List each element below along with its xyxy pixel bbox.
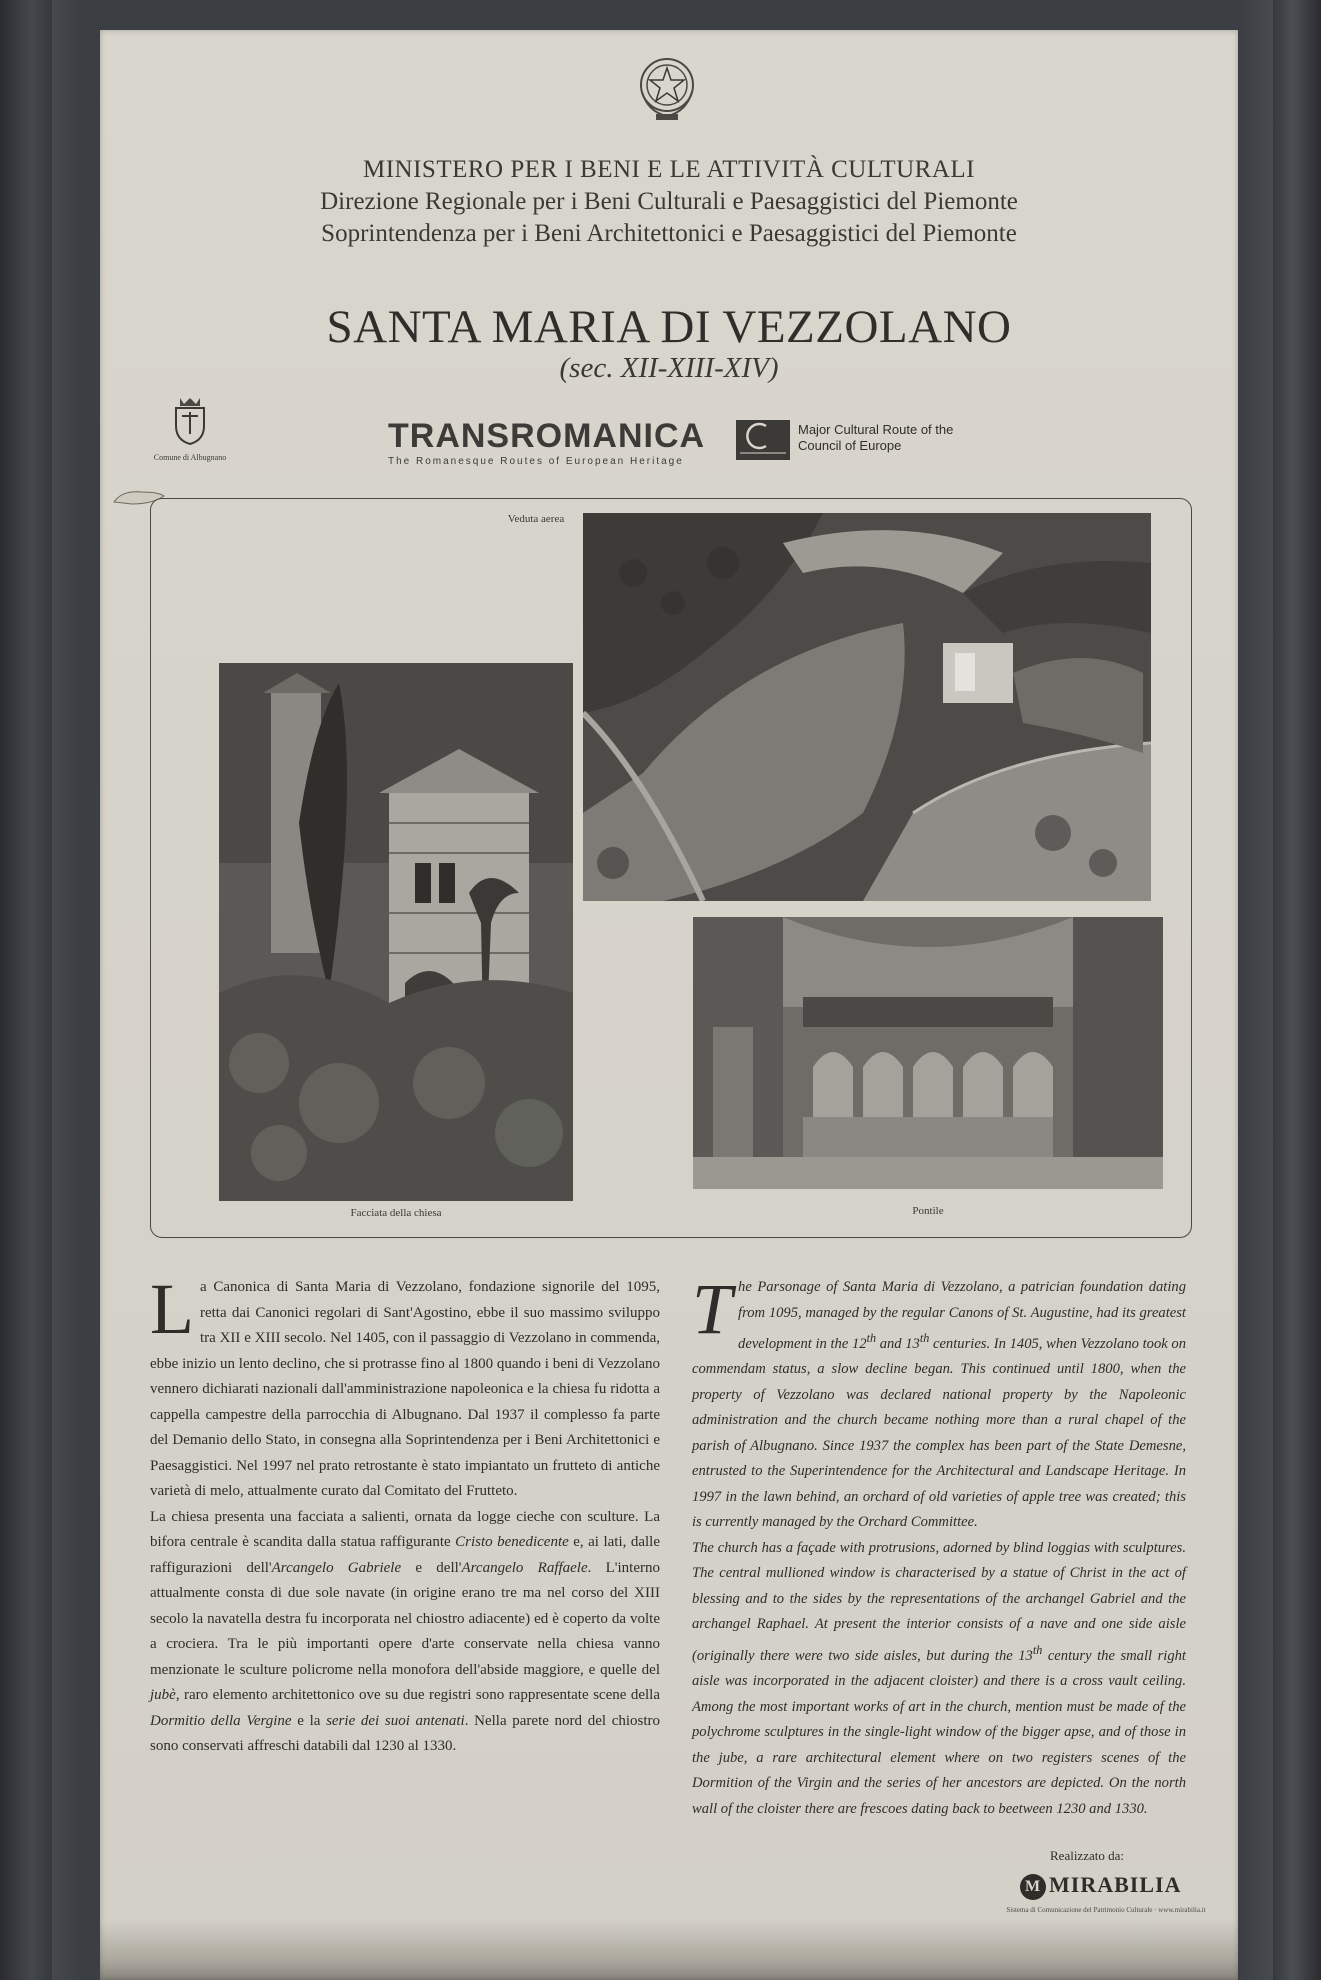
pontile-caption: Pontile bbox=[912, 1205, 944, 1217]
ordinal-suffix: th bbox=[1032, 1642, 1043, 1657]
municipal-crest-icon bbox=[170, 394, 210, 446]
comune-logo bbox=[148, 394, 232, 462]
council-of-europe-flag-icon bbox=[736, 420, 790, 460]
italian-dropcap: L bbox=[150, 1269, 194, 1349]
italian-em: jubè bbox=[150, 1687, 176, 1703]
sign-panel bbox=[100, 30, 1238, 1980]
frame-post-right bbox=[1273, 0, 1321, 1980]
mirabilia-subtitle: Sistema di Comunicazione del Patrimonio Culturale · www.mirabilia.it bbox=[1006, 1906, 1206, 1914]
council-of-europe-text: Major Cultural Route of the Council of Europe bbox=[798, 422, 954, 453]
italian-text: , raro elemento architettonico ove su due registri sono rappresentate scene della bbox=[175, 1687, 660, 1703]
ordinal-suffix: th bbox=[919, 1331, 930, 1345]
facade-photo bbox=[219, 663, 573, 1201]
ordinal-suffix: th bbox=[866, 1331, 877, 1345]
aerial-photo bbox=[583, 513, 1151, 901]
italian-em: Dormitio della Vergine bbox=[150, 1712, 292, 1729]
italian-paragraph-1: a Canonica di Santa Maria di Vezzolano, fondazione signorile del 1095, retta dai Canonici regolari di Sant'Agostino, ebbe il suo massimo sviluppo tra XII e XIII secolo. Nel 1405, con il passaggio di Vezzolano in commenda, ebbe inizio un lento declino, che si protrasse fino al 1800 quando i beni di Vezzolano vennero dichiarati nazionali dall'amministrazione napoleonica e la chiesa fu ridotta a cappella campestre della parrocchia di Albugnano. Dal 1937 il complesso fa parte del Demanio dello Stato, in consegna alla Soprintendenza per i Beni Architettonici e Paesaggistici. Nel 1997 nel prato retrostante è stato impiantato un frutteto di antiche varietà di melo, attualmente curato dal Comitato del Frutteto. bbox=[150, 1279, 660, 1499]
ministry-heading bbox=[100, 154, 1238, 250]
italian-text: e dell' bbox=[401, 1559, 462, 1576]
ministry-line-3: Soprintendenza per i Beni Architettonici e Paesaggistici del Piemonte bbox=[321, 220, 1017, 247]
aerial-caption: Veduta aerea bbox=[507, 513, 565, 525]
english-paragraph-1: he Parsonage of Santa Maria di Vezzolano, a patrician foundation dating from 1095, managed by the regular Canons of St. Augustine, had its greatest development in the 12 bbox=[738, 1279, 1186, 1352]
italian-em: serie dei suoi antenati bbox=[326, 1712, 465, 1729]
ministry-line-2: Direzione Regionale per i Beni Culturali e Paesaggistici del Piemonte bbox=[320, 188, 1018, 215]
italian-em: Arcangelo Gabriele bbox=[271, 1559, 402, 1576]
page-subtitle: (sec. XII-XIII-XIV) bbox=[559, 352, 779, 384]
comune-label: Comune di Albugnano bbox=[153, 453, 227, 462]
italian-paragraph-2: La chiesa presenta una facciata a salienti, ornata da logge cieche con sculture. La bifora centrale è scandita dalla statua raffigurante bbox=[150, 1508, 660, 1550]
transromanica-tagline: The Romanesque Routes of European Heritage bbox=[388, 456, 684, 467]
italian-text: . Nella parete nord del chiostro sono conservati affreschi databili dal 1230 al 1330. bbox=[150, 1712, 661, 1754]
page-title: SANTA MARIA DI VEZZOLANO bbox=[326, 301, 1012, 353]
italian-em: Cristo benedicente bbox=[455, 1534, 569, 1550]
english-paragraph-2: The church has a façade with protrusions, adorned by blind loggias with sculptures. The central mullioned window is characterised by a statue of Christ in the act of blessing and to the sides by the representations of the archangel Gabriel and the archangel Raphael. At present the interior consists of a nave and one side aisle (originally there were two side aisles, but during the 13 bbox=[692, 1539, 1186, 1664]
transromanica-name: TRANSROMANICA bbox=[388, 417, 706, 455]
italian-em: Arcangelo Raffaele bbox=[461, 1559, 588, 1576]
transromanica-logo bbox=[388, 418, 708, 467]
mirabilia-initial-icon: M bbox=[1020, 1874, 1046, 1900]
council-of-europe-logo bbox=[736, 420, 954, 460]
pontile-photo bbox=[693, 917, 1163, 1189]
mirabilia-logo bbox=[1020, 1872, 1181, 1900]
italian-text: . L'interno attualmente consta di due sole navate (in origine erano tre ma nel corso del XIII secolo la navatella destra fu incorporata nel chiostro adiacente) ed è coperto da volte a crociera. Tra le più importanti opere d'arte conservate nella chiesa vanno menzionate le sculture policrome nella monofora dell'abside maggiore, e quelle del bbox=[150, 1559, 660, 1678]
italian-text: e, ai lati, dalle raffigurazioni dell' bbox=[150, 1534, 660, 1576]
italian-republic-emblem-icon bbox=[634, 52, 700, 124]
credits-label: Realizzato da: bbox=[1050, 1848, 1124, 1863]
english-text: and 13 bbox=[876, 1335, 920, 1352]
english-description bbox=[692, 1269, 1186, 1822]
mirabilia-name: MIRABILIA bbox=[1049, 1872, 1182, 1897]
panel-weathering bbox=[100, 1920, 1238, 1980]
facade-caption: Facciata della chiesa bbox=[350, 1207, 442, 1219]
english-dropcap: T bbox=[692, 1269, 733, 1349]
photo-gallery bbox=[150, 498, 1192, 1238]
english-text: centuries. In 1405, when Vezzolano took on commendam status, a slow decline began. This continued until 1800, when the property of Vezzolano was declared national property by the Napoleonic administration and the church became nothing more than a rural chapel of the parish of Albugnano. Since 1937 the complex has been part of the State Demesne, entrusted to the Superintendence for the Architectural and Landscape Heritage. In 1997 in the lawn behind, an orchard of old varieties of apple tree was created; this is currently managed by the Orchard Committee. bbox=[692, 1335, 1186, 1531]
english-text: century the small right aisle was incorporated in the adjacent cloister) and there is a cross vault ceiling. Among the most important works of art in the church, mention must be made of the polychrome sculptures in the single-light window of the bigger apse, and of those in the jube, a rare architectural element where on two registers scenes of the Dormition of the Virgin and the series of her ancestors are depicted. On the north wall of the cloister there are frescoes dating back to beetween 1230 and 1330. bbox=[692, 1647, 1186, 1817]
frame-post-left bbox=[0, 0, 52, 1980]
italian-text: e la bbox=[291, 1712, 327, 1729]
ministry-line-1: MINISTERO PER I BENI E LE ATTIVITÀ CULTURALI bbox=[362, 156, 975, 183]
italian-description bbox=[150, 1269, 661, 1760]
